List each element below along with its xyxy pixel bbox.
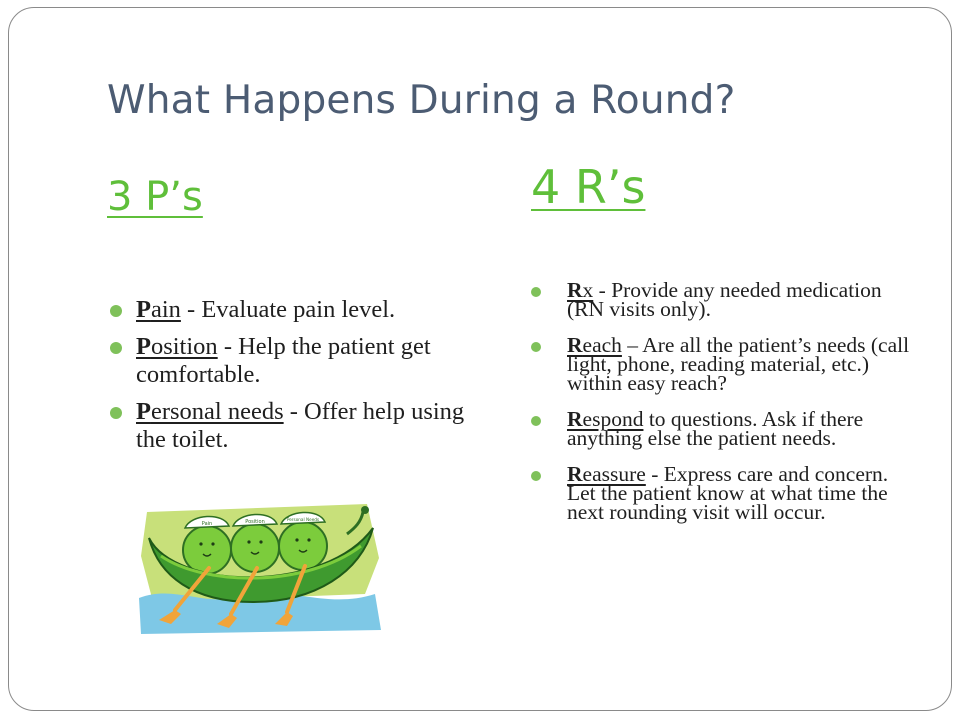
term-reassure: Reassure xyxy=(567,462,646,486)
list-item-reach xyxy=(531,333,911,395)
term-respond: Respond xyxy=(567,407,644,431)
slide-title: What Happens During a Round? xyxy=(107,78,736,123)
term-position: Position xyxy=(136,333,218,360)
desc-pain: - Evaluate pain level. xyxy=(180,296,396,323)
term-reach: Reach xyxy=(567,333,622,357)
list-item-personal-needs xyxy=(110,398,480,454)
heading-4rs[interactable]: 4 R’s xyxy=(531,160,646,214)
list-item-respond xyxy=(531,407,911,450)
desc-reassure: - Express care and concern. Let the patient know at what time the next rounding visit will occur. xyxy=(567,462,889,524)
peas-in-pod-rowing-icon xyxy=(135,498,387,636)
desc-personal-needs: - Offer help using the toilet. xyxy=(136,398,465,453)
desc-rx: - Provide any needed medication (RN visits only). xyxy=(567,278,882,321)
desc-reach: – Are all the patient’s needs (call light, phone, reading material, etc.) within easy reach? xyxy=(567,333,910,395)
term-personal-needs: Personal needs xyxy=(136,398,284,425)
term-rx: Rx xyxy=(567,278,594,302)
desc-respond: to questions. Ask if there anything else the patient needs. xyxy=(567,407,864,450)
rs-list xyxy=(531,278,911,539)
hat-label-personal-needs: Personal Needs xyxy=(286,517,320,522)
list-item-rx xyxy=(531,278,911,321)
list-item-position xyxy=(110,333,480,389)
desc-position: - Help the patient get comfortable. xyxy=(136,333,431,388)
heading-3ps[interactable]: 3 P’s xyxy=(107,174,203,220)
hat-label-pain: Pain xyxy=(201,521,213,527)
hat-label-position: Position xyxy=(245,519,265,525)
list-item-reassure xyxy=(531,462,911,524)
list-item-pain xyxy=(110,296,480,324)
ps-list xyxy=(110,296,480,463)
term-pain: Pain xyxy=(136,296,181,323)
